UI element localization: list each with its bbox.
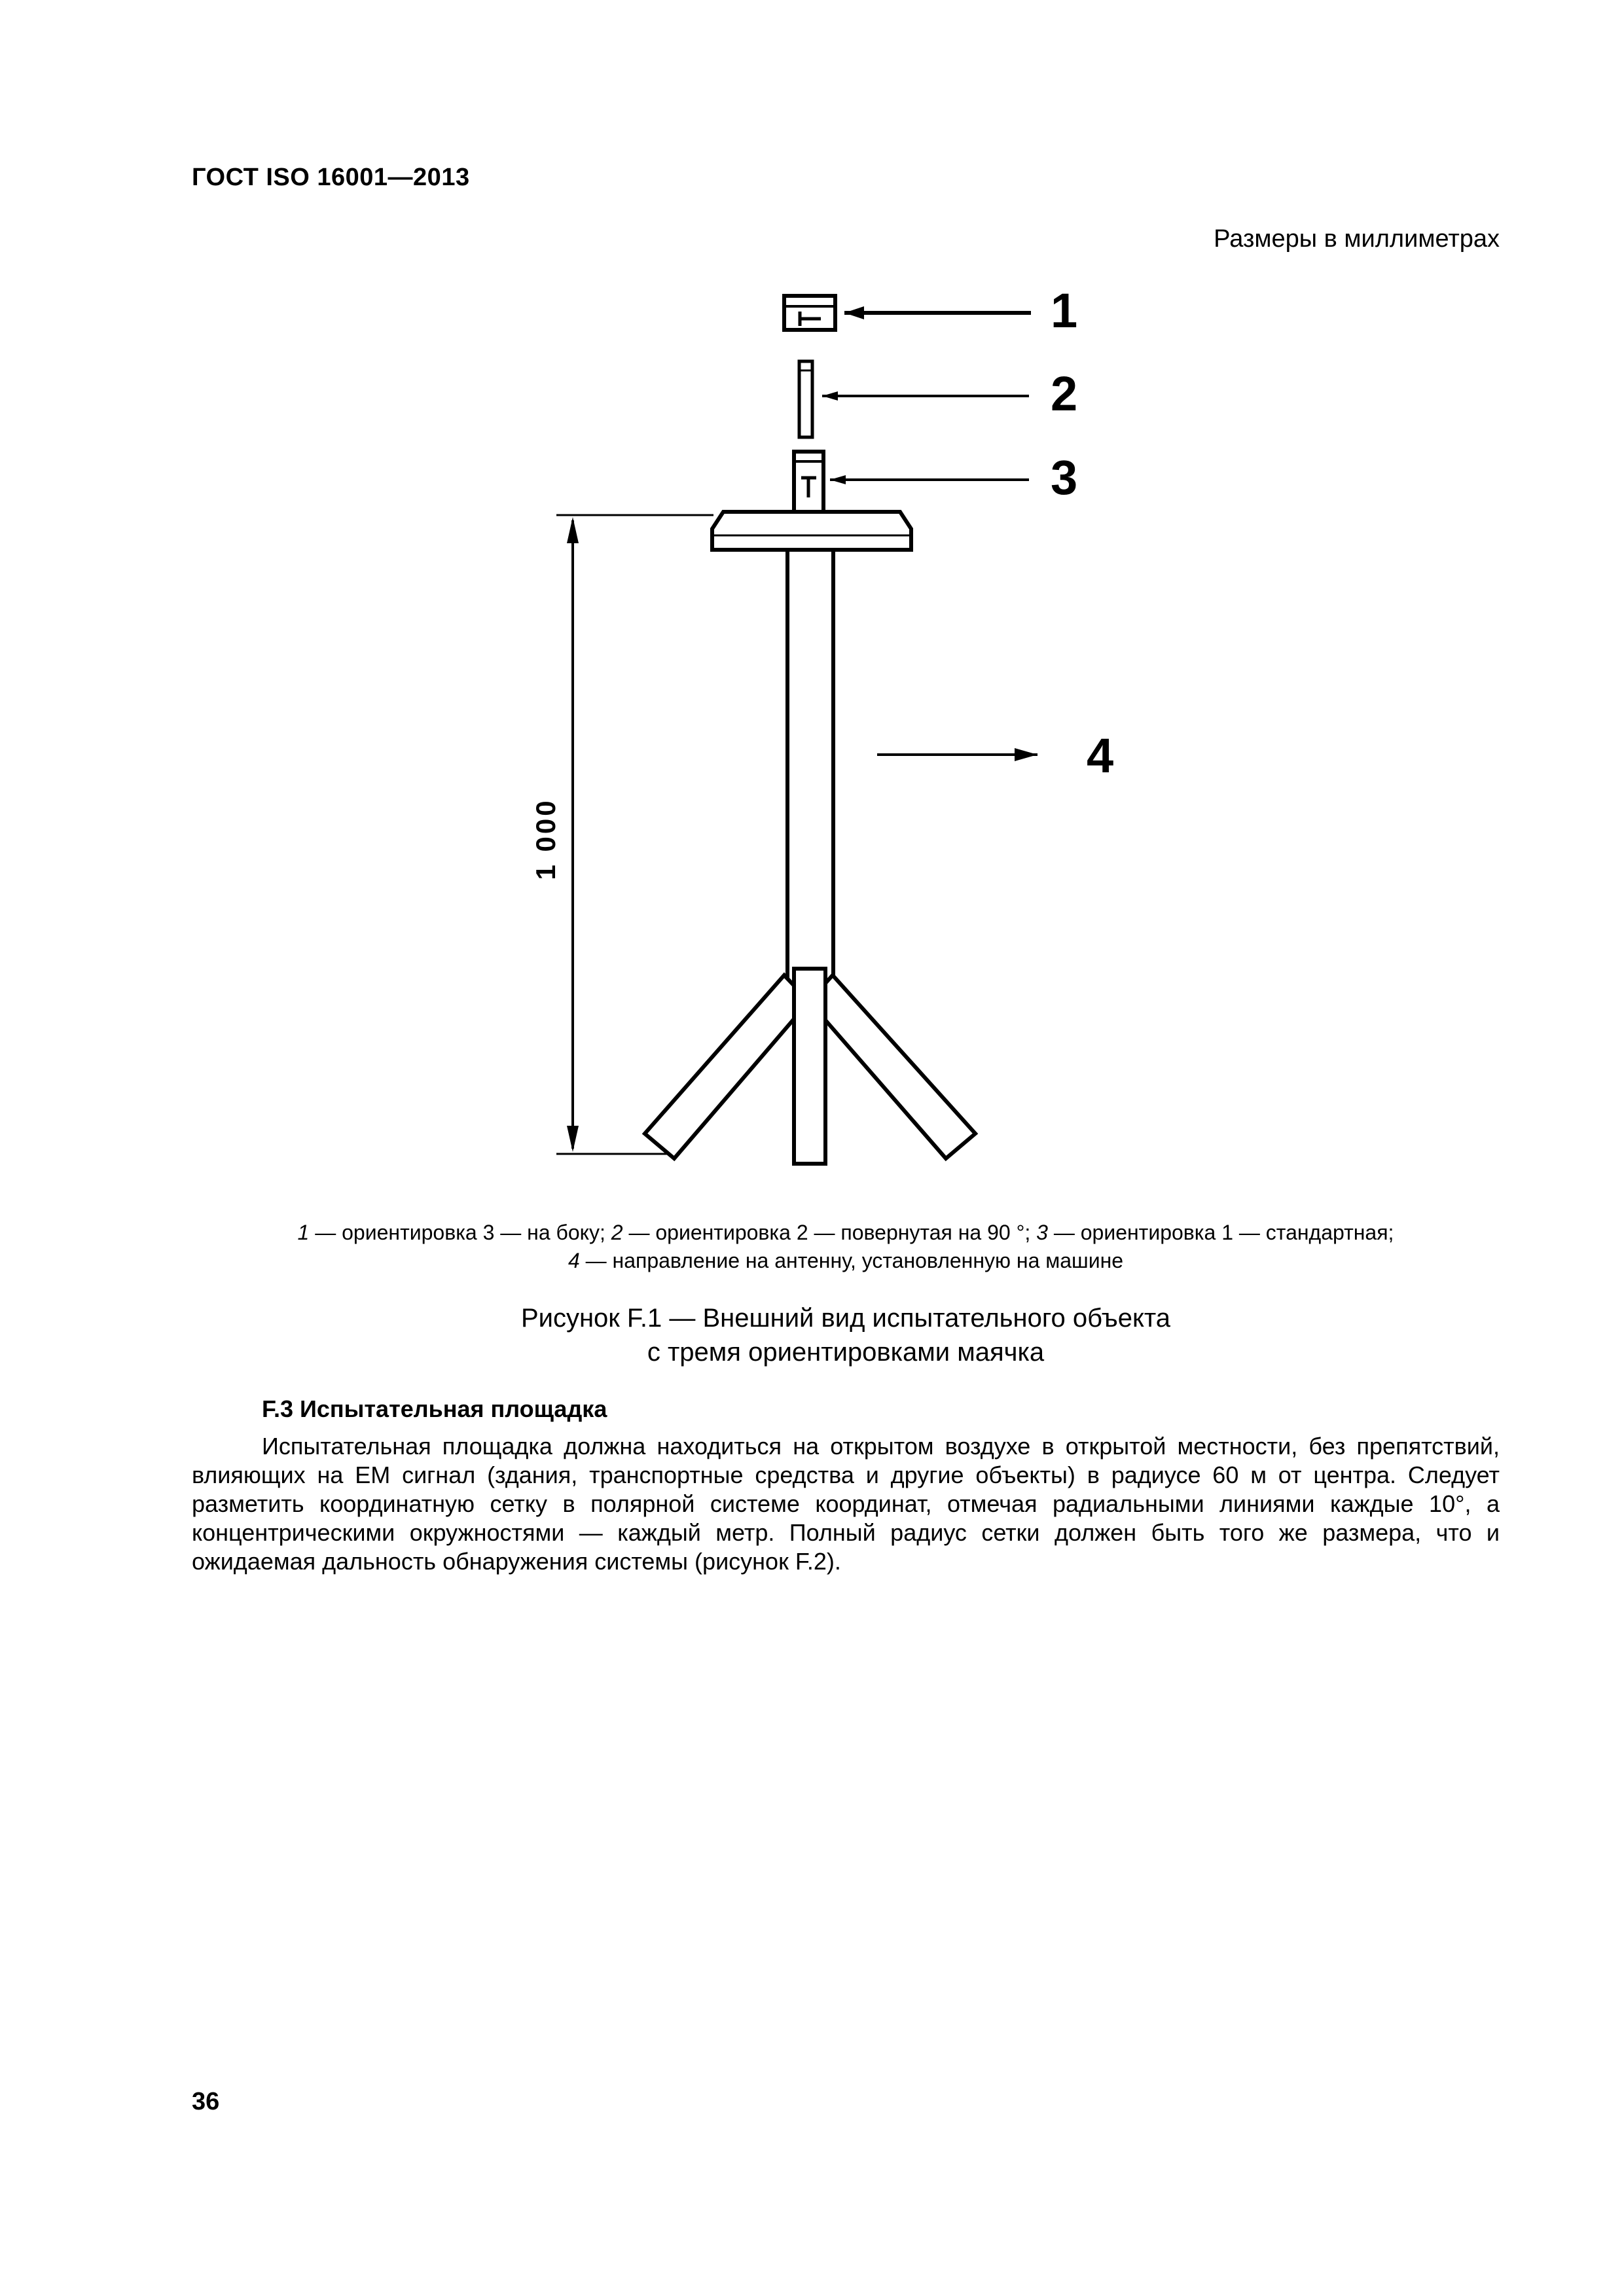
callout-number-3: 3 [1051, 450, 1078, 505]
legend-num-4: 4 [568, 1249, 580, 1272]
legend-text-2: — ориентировка 2 — повернутая на 90 °; [623, 1221, 1037, 1244]
beacon-orientation-3 [784, 296, 835, 330]
legend-line-2 [192, 1247, 1500, 1275]
legend-num-1: 1 [297, 1221, 310, 1244]
section-heading: F.3 Испытательная площадка [262, 1395, 607, 1422]
units-note: Размеры в миллиметрах [1214, 225, 1500, 253]
figure-caption-line-1: Рисунок F.1 — Внешний вид испытательного объекта [520, 1304, 1171, 1333]
document-header: ГОСТ ISO 16001—2013 [192, 164, 470, 191]
figure-legend [192, 1219, 1500, 1275]
legend-num-3: 3 [1036, 1221, 1048, 1244]
beacon-orientation-2 [799, 361, 812, 437]
legend-num-2: 2 [611, 1221, 623, 1244]
dimension-label: 1 000 [530, 798, 561, 880]
platform [712, 512, 911, 550]
pole [787, 550, 833, 1021]
tripod-center-leg [794, 969, 825, 1164]
legend-text-3: — ориентировка 1 — стандартная; [1047, 1221, 1394, 1244]
callout-number-1: 1 [1051, 283, 1078, 338]
page-number: 36 [192, 2088, 220, 2115]
callout-number-2: 2 [1051, 367, 1078, 421]
figure-caption-line-2: с тремя ориентировками маячка [647, 1338, 1045, 1367]
legend-text-1: — ориентировка 3 — на боку; [309, 1221, 611, 1244]
legend-text-4: — направление на антенну, установленную на машине [579, 1249, 1124, 1272]
section-paragraph: Испытательная площадка должна находиться на открытом воздухе в открытой местности, без препятствий, влияющих на ЕМ сигнал (здания, транспортные средства и другие объекты) в радиусе 60 м от центра. Следует разметить координатную сетку в полярной системе координат, отмечая радиальными линиями каждые 10°, а концентрическими окружностями — каждый метр. Полный радиус сетки должен быть того же размера, что и ожидаемая дальность обнаружения системы (рисунок F.2). [192, 1433, 1500, 1575]
tripod-leg-right [809, 975, 975, 1158]
legend-line-1 [192, 1219, 1500, 1247]
figure-caption [192, 1301, 1500, 1369]
height-dimension [556, 515, 713, 1154]
tripod-leg-left [645, 975, 809, 1158]
callout-number-4: 4 [1087, 728, 1114, 783]
